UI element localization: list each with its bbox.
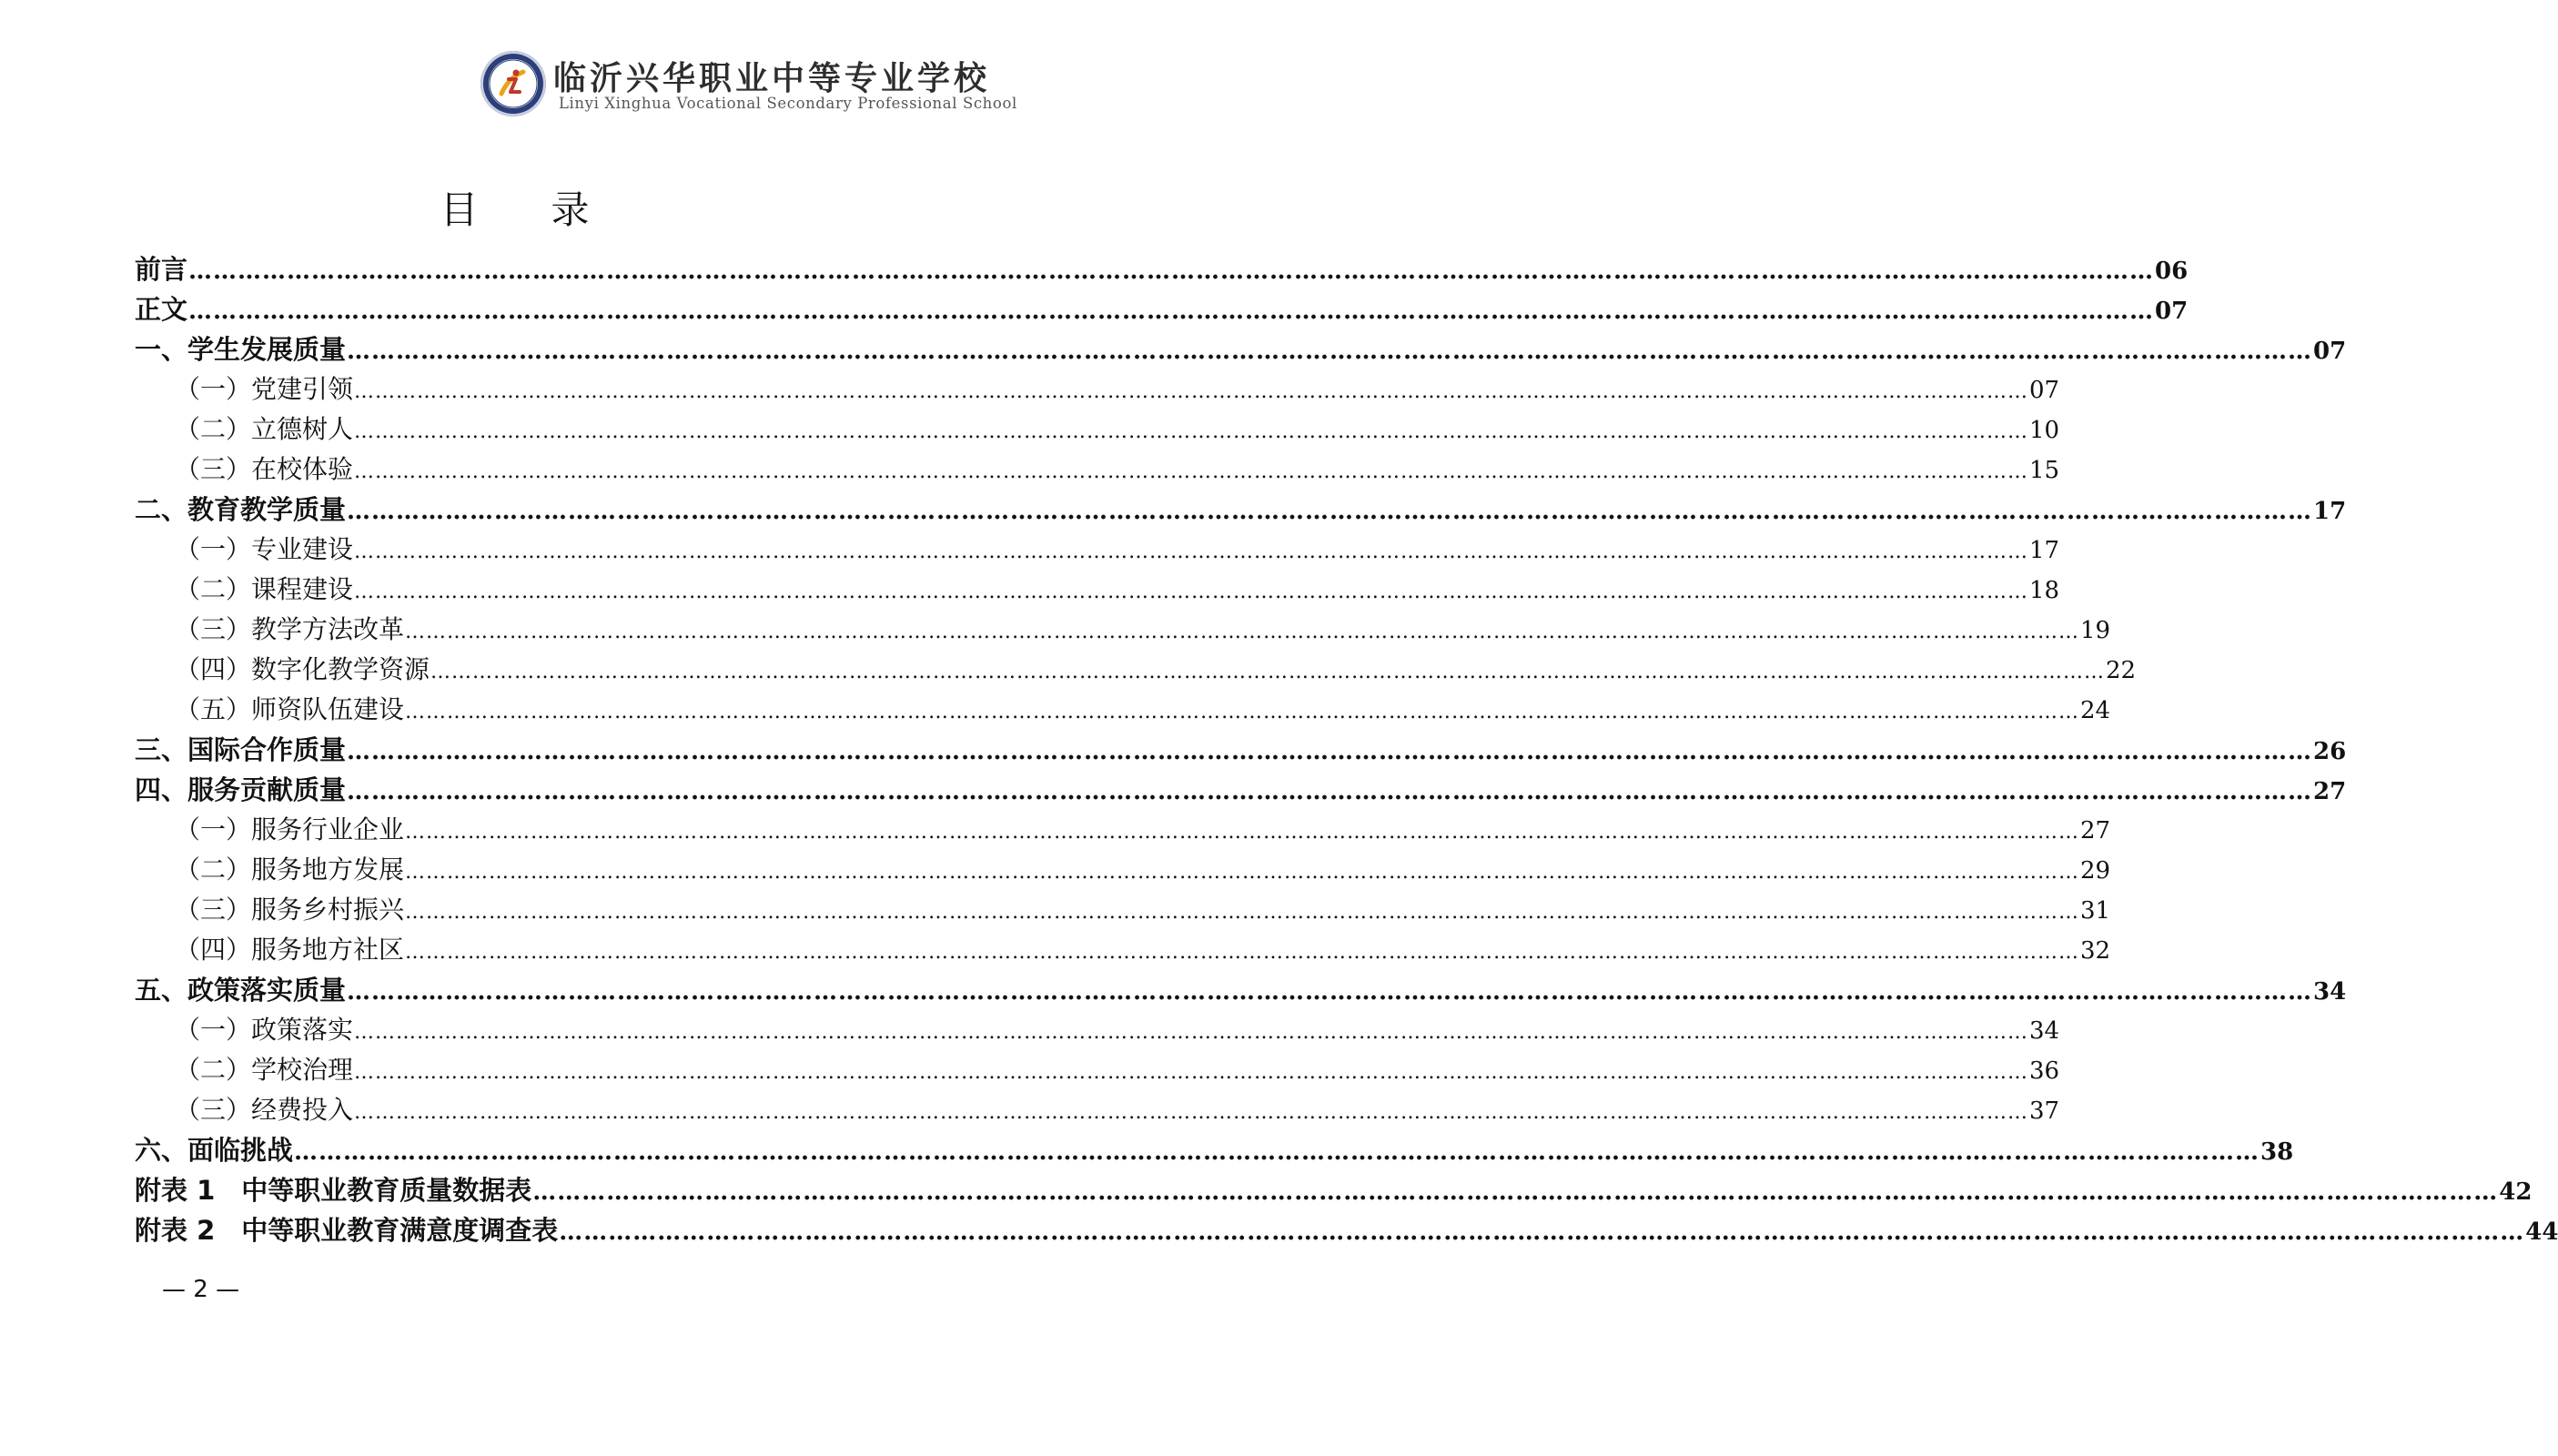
toc-leader-dots: …………………………………………………………………………………………………………………………………………………………………………………………………………………… bbox=[405, 861, 2080, 884]
toc-leader-dots: …………………………………………………………………………………………………………………………………………………………………………………………………………………… bbox=[532, 1178, 2499, 1206]
toc-entry-label: （二）服务地方发展 bbox=[175, 854, 405, 885]
toc-leader-dots: …………………………………………………………………………………………………………………………………………………………………………………………………………………… bbox=[188, 298, 2155, 325]
toc-entry[interactable] bbox=[135, 490, 2347, 530]
toc-leader-dots: …………………………………………………………………………………………………………………………………………………………………………………………………………………… bbox=[347, 498, 2313, 525]
toc-entry-page: 24 bbox=[2080, 697, 2111, 724]
toc-leader-dots: …………………………………………………………………………………………………………………………………………………………………………………………………………………… bbox=[405, 901, 2080, 924]
school-name-cn: 临沂兴华职业中等专业学校 bbox=[553, 59, 991, 97]
toc-entry-label: （一）专业建设 bbox=[175, 534, 354, 564]
toc-entry[interactable] bbox=[175, 850, 2111, 890]
toc-entry-label: （三）在校体验 bbox=[175, 454, 354, 484]
toc-entry[interactable] bbox=[135, 249, 2189, 289]
toc-entry-page: 32 bbox=[2080, 937, 2111, 965]
toc-leader-dots: …………………………………………………………………………………………………………………………………………………………………………………………………………………… bbox=[347, 778, 2313, 805]
toc-entry[interactable] bbox=[175, 1010, 2060, 1050]
toc-entry-page: 17 bbox=[2029, 537, 2060, 564]
toc-entry-label: （一）党建引领 bbox=[175, 374, 354, 404]
toc-leader-dots: …………………………………………………………………………………………………………………………………………………………………………………………………………………… bbox=[347, 978, 2313, 1006]
toc-leader-dots: …………………………………………………………………………………………………………………………………………………………………………………………………………………… bbox=[354, 460, 2029, 483]
toc-entry-page: 17 bbox=[2313, 498, 2347, 525]
toc-leader-dots: …………………………………………………………………………………………………………………………………………………………………………………………………………………… bbox=[354, 1061, 2029, 1084]
toc-entry[interactable] bbox=[135, 770, 2347, 810]
toc-leader-dots: …………………………………………………………………………………………………………………………………………………………………………………………………………………… bbox=[347, 338, 2313, 365]
toc-entry-label: （二）课程建设 bbox=[175, 574, 354, 604]
toc-entry-page: 22 bbox=[2106, 657, 2137, 684]
toc-entry[interactable] bbox=[175, 369, 2060, 410]
toc-entry[interactable] bbox=[175, 610, 2111, 650]
toc-leader-dots: …………………………………………………………………………………………………………………………………………………………………………………………………………………… bbox=[405, 701, 2080, 723]
toc-entry-page: 07 bbox=[2029, 377, 2060, 404]
toc-entry-label: 二、教育教学质量 bbox=[135, 494, 347, 525]
toc-entry-page: 34 bbox=[2029, 1017, 2060, 1045]
toc-leader-dots: …………………………………………………………………………………………………………………………………………………………………………………………………………………… bbox=[188, 258, 2155, 285]
toc-entry-label: 六、面临挑战 bbox=[135, 1135, 294, 1166]
toc-leader-dots: …………………………………………………………………………………………………………………………………………………………………………………………………………………… bbox=[354, 541, 2029, 563]
toc-entry-label: 五、政策落实质量 bbox=[135, 975, 347, 1006]
toc-leader-dots: …………………………………………………………………………………………………………………………………………………………………………………………………………………… bbox=[405, 821, 2080, 844]
toc-entry[interactable] bbox=[135, 329, 2347, 369]
toc-entry[interactable] bbox=[135, 289, 2189, 329]
toc-entry-label: 附表 1 中等职业教育质量数据表 bbox=[135, 1175, 532, 1206]
toc-entry-page: 37 bbox=[2029, 1097, 2060, 1125]
toc-entry-page: 29 bbox=[2080, 857, 2111, 885]
toc-entry-page: 31 bbox=[2080, 897, 2111, 925]
toc-entry[interactable] bbox=[175, 1050, 2060, 1090]
toc-entry-label: 三、国际合作质量 bbox=[135, 734, 347, 765]
toc-entry-page: 06 bbox=[2155, 258, 2189, 285]
toc-entry-page: 44 bbox=[2525, 1218, 2558, 1246]
toc-entry-page: 15 bbox=[2029, 457, 2060, 484]
toc-entry[interactable] bbox=[175, 890, 2111, 930]
toc-leader-dots: …………………………………………………………………………………………………………………………………………………………………………………………………………………… bbox=[354, 380, 2029, 403]
toc-leader-dots: …………………………………………………………………………………………………………………………………………………………………………………………………………………… bbox=[405, 941, 2080, 964]
toc-entry-label: （四）数字化教学资源 bbox=[175, 654, 430, 684]
page-number: — 2 — bbox=[162, 1276, 240, 1303]
toc-entry-page: 07 bbox=[2155, 298, 2189, 325]
toc-entry[interactable] bbox=[175, 570, 2060, 610]
toc-entry-page: 26 bbox=[2313, 738, 2347, 765]
toc-entry-label: （二）立德树人 bbox=[175, 414, 354, 444]
toc-entry[interactable] bbox=[175, 410, 2060, 450]
toc-entry-label: （一）政策落实 bbox=[175, 1015, 354, 1045]
toc-entry-page: 10 bbox=[2029, 417, 2060, 444]
toc-entry[interactable] bbox=[135, 1130, 2294, 1170]
toc-entry-page: 27 bbox=[2080, 817, 2111, 844]
toc-entry[interactable] bbox=[135, 1210, 2558, 1250]
toc-entry[interactable] bbox=[175, 530, 2060, 570]
toc-entry-label: （三）服务乡村振兴 bbox=[175, 895, 405, 925]
toc-entry-label: 一、学生发展质量 bbox=[135, 334, 347, 365]
toc-entry-page: 19 bbox=[2080, 617, 2111, 644]
toc-entry[interactable] bbox=[175, 930, 2111, 970]
toc-leader-dots: …………………………………………………………………………………………………………………………………………………………………………………………………………………… bbox=[354, 581, 2029, 603]
toc-leader-dots: …………………………………………………………………………………………………………………………………………………………………………………………………………………… bbox=[354, 1101, 2029, 1124]
toc-entry-label: 前言 bbox=[135, 254, 188, 285]
toc-entry-label: （三）教学方法改革 bbox=[175, 614, 405, 644]
toc-title: 目录 bbox=[440, 187, 662, 232]
toc-entry-page: 18 bbox=[2029, 577, 2060, 604]
toc-leader-dots: …………………………………………………………………………………………………………………………………………………………………………………………………………………… bbox=[354, 1021, 2029, 1044]
toc-entry-page: 42 bbox=[2499, 1178, 2533, 1206]
toc-entry-label: （五）师资队伍建设 bbox=[175, 694, 405, 724]
toc-leader-dots: …………………………………………………………………………………………………………………………………………………………………………………………………………………… bbox=[354, 420, 2029, 443]
toc-entry-page: 36 bbox=[2029, 1057, 2060, 1085]
toc-entry-label: （一）服务行业企业 bbox=[175, 814, 405, 844]
toc-entry-page: 27 bbox=[2313, 778, 2347, 805]
toc-entry-page: 34 bbox=[2313, 978, 2347, 1006]
toc-leader-dots: …………………………………………………………………………………………………………………………………………………………………………………………………………………… bbox=[294, 1138, 2260, 1166]
toc-entry[interactable] bbox=[175, 810, 2111, 850]
toc-entry[interactable] bbox=[135, 970, 2347, 1010]
school-emblem-icon bbox=[480, 51, 546, 116]
toc-entry[interactable] bbox=[135, 730, 2347, 770]
school-name-en: Linyi Xinghua Vocational Secondary Professional School bbox=[559, 95, 1017, 112]
toc-leader-dots: …………………………………………………………………………………………………………………………………………………………………………………………………………………… bbox=[405, 621, 2080, 643]
toc-entry-label: 正文 bbox=[135, 294, 188, 325]
toc-leader-dots: …………………………………………………………………………………………………………………………………………………………………………………………………………………… bbox=[347, 738, 2313, 765]
toc-leader-dots: …………………………………………………………………………………………………………………………………………………………………………………………………………………… bbox=[430, 661, 2106, 683]
toc-entry-label: （四）服务地方社区 bbox=[175, 935, 405, 965]
toc-entry[interactable] bbox=[175, 650, 2137, 690]
toc-entry-page: 07 bbox=[2313, 338, 2347, 365]
toc-entry[interactable] bbox=[175, 690, 2111, 730]
toc-entry-label: （二）学校治理 bbox=[175, 1055, 354, 1085]
toc-entry-page: 38 bbox=[2260, 1138, 2294, 1166]
toc-entry-label: 四、服务贡献质量 bbox=[135, 774, 347, 805]
toc-entry-label: （三）经费投入 bbox=[175, 1095, 354, 1125]
toc-entry[interactable] bbox=[135, 1170, 2533, 1210]
school-header bbox=[480, 47, 1017, 118]
toc-leader-dots: …………………………………………………………………………………………………………………………………………………………………………………………………………………… bbox=[559, 1218, 2525, 1246]
toc-entry[interactable] bbox=[175, 450, 2060, 490]
toc-entry-label: 附表 2 中等职业教育满意度调查表 bbox=[135, 1215, 559, 1246]
toc-entry[interactable] bbox=[175, 1090, 2060, 1130]
